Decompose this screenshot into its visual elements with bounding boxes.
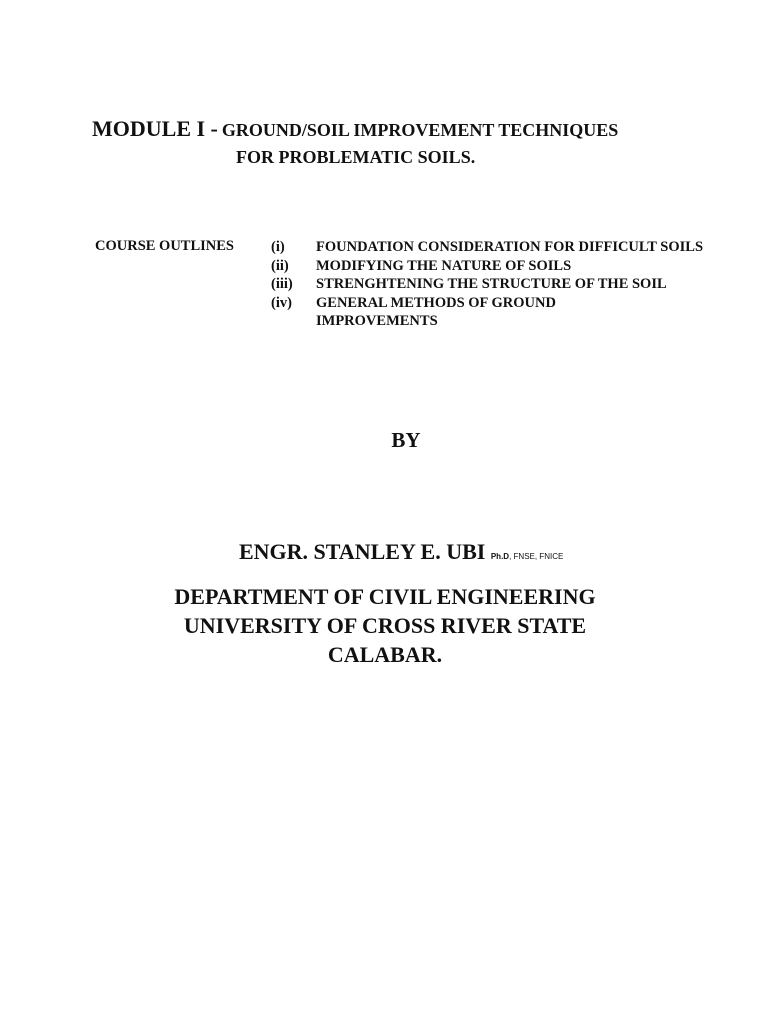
course-outlines-label: COURSE OUTLINES [95,238,234,254]
module-number: MODULE I - [92,116,218,141]
outline-item-text: STRENGHTENING THE STRUCTURE OF THE SOIL [316,276,667,292]
outline-item [271,275,736,294]
by-label: BY [391,428,421,452]
author-name: ENGR. STANLEY E. UBI [239,539,486,564]
outline-item-number: (iv) [271,294,292,311]
outline-item [271,257,736,276]
city-name: CALABAR. [327,642,443,667]
module-title-line2: FOR PROBLEMATIC SOILS. [236,147,476,167]
outline-item [271,238,736,257]
department-block [0,582,768,669]
outline-item-text: MODIFYING THE NATURE OF SOILS [316,257,572,274]
department-name: DEPARTMENT OF CIVIL ENGINEERING [174,584,596,609]
module-title [92,116,618,142]
author-fellowships: , FNSE, FNICE [509,552,564,561]
author [239,539,563,565]
outline-item-text: FOUNDATION CONSIDERATION FOR DIFFICULT SOILS [316,239,704,255]
module-title-text: GROUND/SOIL IMPROVEMENT TECHNIQUES [221,120,619,140]
outline-item-number: (ii) [271,257,289,274]
university-name: UNIVERSITY OF CROSS RIVER STATE [183,613,587,638]
author-phd: Ph.D [490,552,510,561]
outline-item-number: (iii) [271,276,293,292]
outline-item-number: (i) [271,239,285,255]
outline-item-text: GENERAL METHODS OF GROUND IMPROVEMENTS [316,294,556,329]
author-qualifications [491,552,563,561]
course-outlines-list [271,238,736,331]
outline-item [271,294,736,331]
